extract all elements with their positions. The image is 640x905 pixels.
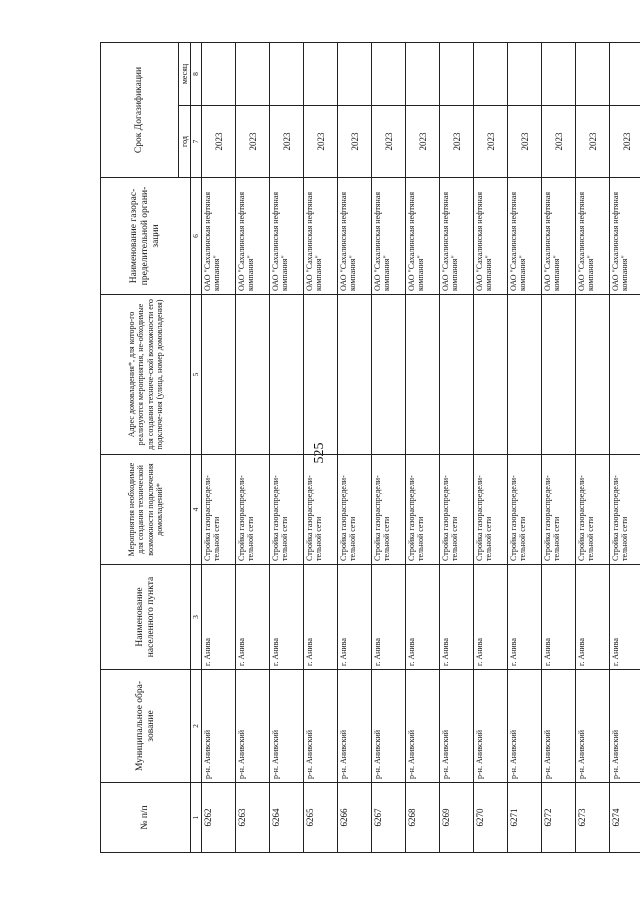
address-cell (440, 295, 474, 455)
measure-cell: Стройка газораспредели-тельной сети (542, 455, 576, 565)
header-year: год (179, 106, 191, 178)
measure-cell: Стройка газораспредели-тельной сети (202, 455, 236, 565)
organization-cell: ОАО "Сахалинская нефтяная компания" (610, 178, 640, 295)
address-cell (202, 295, 236, 455)
month-cell (542, 43, 576, 106)
measure-cell: Стройка газораспредели-тельной сети (474, 455, 508, 565)
address-cell (474, 295, 508, 455)
header-month: месяц (179, 43, 191, 106)
measure-cell: Стройка газораспредели-тельной сети (304, 455, 338, 565)
organization-cell: ОАО "Сахалинская нефтяная компания" (270, 178, 304, 295)
settlement-cell: г. Анива (576, 565, 610, 670)
header-address: Адрес домовладения*, для которо-го реализуются мероприятия, не-обходимые для создания техниче-ской возможности его подключе-ния (улица, номер домовладения) (101, 295, 191, 455)
year-cell: 2023 (474, 106, 508, 178)
address-cell (576, 295, 610, 455)
month-cell (270, 43, 304, 106)
month-cell (440, 43, 474, 106)
address-cell (236, 295, 270, 455)
address-cell (270, 295, 304, 455)
municipality-cell: р-н. Анивский (440, 670, 474, 783)
table-row (508, 43, 542, 853)
year-cell: 2023 (338, 106, 372, 178)
municipality-cell: р-н. Анивский (236, 670, 270, 783)
column-number: 5 (191, 295, 202, 455)
year-cell: 2023 (202, 106, 236, 178)
municipality-cell: р-н. Анивский (202, 670, 236, 783)
row-number: 6263 (236, 783, 270, 853)
rotated-table-frame (100, 43, 632, 853)
address-cell (610, 295, 640, 455)
settlement-cell: г. Анива (304, 565, 338, 670)
address-cell (542, 295, 576, 455)
organization-cell: ОАО "Сахалинская нефтяная компания" (576, 178, 610, 295)
table-row (440, 43, 474, 853)
organization-cell: ОАО "Сахалинская нефтяная компания" (440, 178, 474, 295)
month-cell (406, 43, 440, 106)
municipality-cell: р-н. Анивский (338, 670, 372, 783)
settlement-cell: г. Анива (338, 565, 372, 670)
month-cell (474, 43, 508, 106)
header-num: № п/п (101, 783, 191, 853)
month-cell (338, 43, 372, 106)
measure-cell: Стройка газораспредели-тельной сети (372, 455, 406, 565)
year-cell: 2023 (610, 106, 640, 178)
table-row (304, 43, 338, 853)
year-cell: 2023 (236, 106, 270, 178)
address-cell (508, 295, 542, 455)
row-number: 6272 (542, 783, 576, 853)
header-row (101, 43, 179, 853)
column-number: 2 (191, 670, 202, 783)
municipality-cell: р-н. Анивский (576, 670, 610, 783)
header-measures: Мероприятия необходимые для создания технической возможности подключения домовладений* (101, 455, 191, 565)
column-number-row (191, 43, 202, 853)
municipality-cell: р-н. Анивский (508, 670, 542, 783)
address-cell (304, 295, 338, 455)
organization-cell: ОАО "Сахалинская нефтяная компания" (542, 178, 576, 295)
table-row (338, 43, 372, 853)
measure-cell: Стройка газораспредели-тельной сети (508, 455, 542, 565)
table-row (202, 43, 236, 853)
header-municipality: Муниципальное обра-зование (101, 670, 191, 783)
table-row (406, 43, 440, 853)
year-cell: 2023 (304, 106, 338, 178)
organization-cell: ОАО "Сахалинская нефтяная компания" (304, 178, 338, 295)
address-cell (406, 295, 440, 455)
measure-cell: Стройка газораспредели-тельной сети (576, 455, 610, 565)
organization-cell: ОАО "Сахалинская нефтяная компания" (202, 178, 236, 295)
column-number: 6 (191, 178, 202, 295)
settlement-cell: г. Анива (270, 565, 304, 670)
settlement-cell: г. Анива (372, 565, 406, 670)
column-number: 3 (191, 565, 202, 670)
header-settlement: Наименование населенного пункта (101, 565, 191, 670)
month-cell (508, 43, 542, 106)
municipality-cell: р-н. Анивский (542, 670, 576, 783)
settlement-cell: г. Анива (440, 565, 474, 670)
table-row (236, 43, 270, 853)
measure-cell: Стройка газораспредели-тельной сети (610, 455, 640, 565)
column-number: 4 (191, 455, 202, 565)
settlement-cell: г. Анива (542, 565, 576, 670)
column-number: 7 (191, 106, 202, 178)
page-number: 525 (312, 442, 327, 464)
column-number: 8 (191, 43, 202, 106)
table-container (100, 43, 632, 853)
measure-cell: Стройка газораспредели-тельной сети (406, 455, 440, 565)
settlement-cell: г. Анива (406, 565, 440, 670)
address-cell (338, 295, 372, 455)
table-row (372, 43, 406, 853)
gasification-table (100, 42, 640, 853)
row-number: 6271 (508, 783, 542, 853)
table-row (270, 43, 304, 853)
header-deadline: Срок Догазификации (101, 43, 179, 178)
organization-cell: ОАО "Сахалинская нефтяная компания" (406, 178, 440, 295)
settlement-cell: г. Анива (610, 565, 640, 670)
row-number: 6264 (270, 783, 304, 853)
settlement-cell: г. Анива (202, 565, 236, 670)
row-number: 6269 (440, 783, 474, 853)
row-number: 6270 (474, 783, 508, 853)
row-number: 6268 (406, 783, 440, 853)
municipality-cell: р-н. Анивский (610, 670, 640, 783)
year-cell: 2023 (270, 106, 304, 178)
municipality-cell: р-н. Анивский (406, 670, 440, 783)
measure-cell: Стройка газораспредели-тельной сети (236, 455, 270, 565)
month-cell (304, 43, 338, 106)
row-number: 6267 (372, 783, 406, 853)
municipality-cell: р-н. Анивский (372, 670, 406, 783)
organization-cell: ОАО "Сахалинская нефтяная компания" (338, 178, 372, 295)
measure-cell: Стройка газораспредели-тельной сети (338, 455, 372, 565)
municipality-cell: р-н. Анивский (270, 670, 304, 783)
year-cell: 2023 (576, 106, 610, 178)
year-cell: 2023 (440, 106, 474, 178)
settlement-cell: г. Анива (474, 565, 508, 670)
month-cell (236, 43, 270, 106)
month-cell (372, 43, 406, 106)
table-row (576, 43, 610, 853)
year-cell: 2023 (372, 106, 406, 178)
row-number: 6273 (576, 783, 610, 853)
organization-cell: ОАО "Сахалинская нефтяная компания" (372, 178, 406, 295)
settlement-cell: г. Анива (236, 565, 270, 670)
municipality-cell: р-н. Анивский (304, 670, 338, 783)
table-row (474, 43, 508, 853)
year-cell: 2023 (542, 106, 576, 178)
measure-cell: Стройка газораспредели-тельной сети (270, 455, 304, 565)
row-number: 6266 (338, 783, 372, 853)
table-body (202, 43, 640, 853)
row-number: 6274 (610, 783, 640, 853)
row-number: 6262 (202, 783, 236, 853)
month-cell (202, 43, 236, 106)
header-organization: Наименование газорас-пределительной органи-зации (101, 178, 191, 295)
organization-cell: ОАО "Сахалинская нефтяная компания" (474, 178, 508, 295)
municipality-cell: р-н. Анивский (474, 670, 508, 783)
table-row (542, 43, 576, 853)
organization-cell: ОАО "Сахалинская нефтяная компания" (508, 178, 542, 295)
column-number: 1 (191, 783, 202, 853)
address-cell (372, 295, 406, 455)
month-cell (610, 43, 640, 106)
year-cell: 2023 (406, 106, 440, 178)
month-cell (576, 43, 610, 106)
settlement-cell: г. Анива (508, 565, 542, 670)
table-row (610, 43, 640, 853)
measure-cell: Стройка газораспредели-тельной сети (440, 455, 474, 565)
organization-cell: ОАО "Сахалинская нефтяная компания" (236, 178, 270, 295)
year-cell: 2023 (508, 106, 542, 178)
row-number: 6265 (304, 783, 338, 853)
